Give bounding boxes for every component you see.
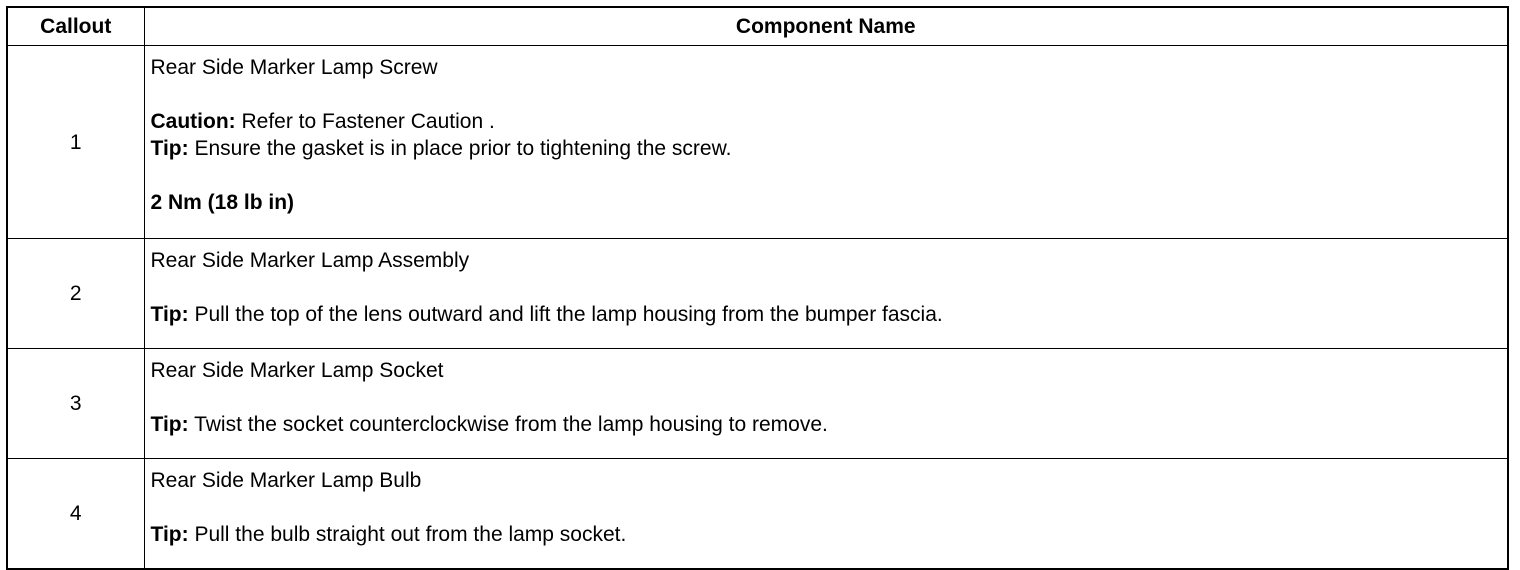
component-name: Rear Side Marker Lamp Socket <box>150 359 444 382</box>
component-name: Rear Side Marker Lamp Assembly <box>150 249 470 272</box>
tip-note <box>151 521 1502 548</box>
tip-label: Tip: <box>150 523 189 546</box>
torque-spec: 2 Nm (18 lb in) <box>150 191 295 214</box>
table-row <box>7 239 1508 349</box>
tip-text: Pull the top of the lens outward and lift the lamp housing from the bumper fascia. <box>194 303 943 326</box>
tip-note <box>151 411 1502 438</box>
callout-number: 4 <box>7 459 144 570</box>
table-row <box>7 46 1508 239</box>
component-cell <box>144 239 1508 349</box>
callout-number: 1 <box>7 46 144 239</box>
table-row <box>7 459 1508 570</box>
tip-note <box>151 301 1502 328</box>
tip-text: Twist the socket counterclockwise from the lamp housing to remove. <box>194 413 828 436</box>
callout-table <box>6 6 1509 570</box>
tip-text: Ensure the gasket is in place prior to tightening the screw. <box>194 137 732 160</box>
caution-note <box>151 108 1502 135</box>
component-name: Rear Side Marker Lamp Bulb <box>150 469 422 492</box>
caution-text: Refer to Fastener Caution . <box>241 110 495 133</box>
callout-number: 3 <box>7 349 144 459</box>
component-cell <box>144 46 1508 239</box>
tip-note <box>151 135 1502 162</box>
tip-label: Tip: <box>150 413 189 436</box>
component-cell <box>144 459 1508 570</box>
callout-column-header: Callout <box>7 7 144 46</box>
table-header-row <box>7 7 1508 46</box>
callout-number: 2 <box>7 239 144 349</box>
tip-label: Tip: <box>150 303 189 326</box>
callout-table-container <box>6 6 1507 570</box>
caution-label: Caution: <box>150 110 236 133</box>
component-name-column-header: Component Name <box>144 7 1508 46</box>
component-cell <box>144 349 1508 459</box>
component-name: Rear Side Marker Lamp Screw <box>150 56 438 79</box>
tip-label: Tip: <box>150 137 189 160</box>
tip-text: Pull the bulb straight out from the lamp socket. <box>194 523 627 546</box>
table-row <box>7 349 1508 459</box>
